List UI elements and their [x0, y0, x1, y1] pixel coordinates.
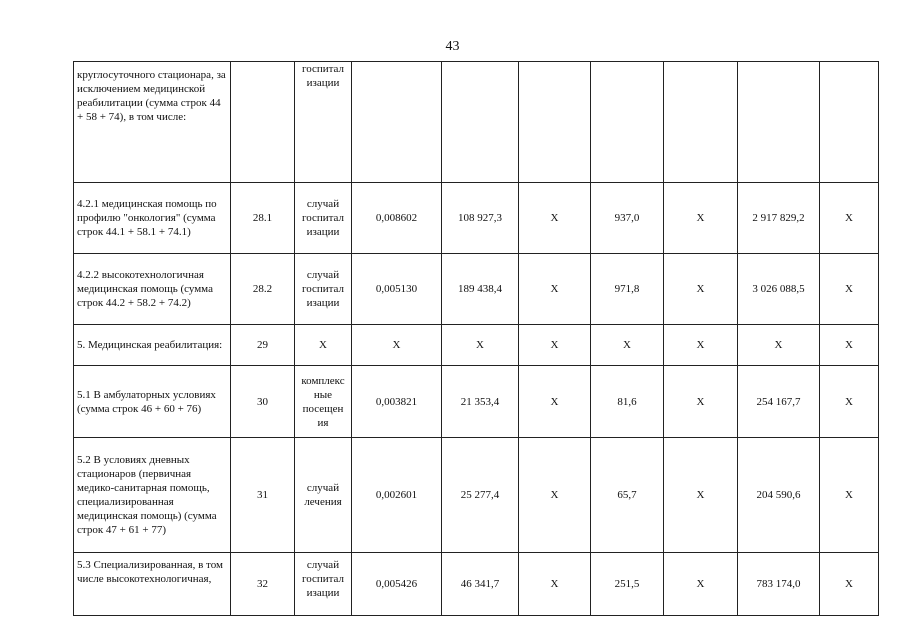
cell-value: Х	[820, 553, 879, 616]
cell-value: Х	[519, 553, 591, 616]
cell-value: Х	[738, 325, 820, 366]
cell-value	[442, 62, 519, 183]
table-row	[74, 254, 879, 325]
cell-value: Х	[664, 183, 738, 254]
data-table	[73, 61, 879, 616]
cell-value: Х	[442, 325, 519, 366]
row-number: 31	[231, 438, 295, 553]
cell-value: Х	[519, 325, 591, 366]
unit-of-measure: случай госпитал изации	[295, 553, 352, 616]
table-row	[74, 62, 879, 183]
table-row	[74, 366, 879, 438]
cell-value: 204 590,6	[738, 438, 820, 553]
row-description: круглосуточного стационара, за исключением медицинской реабилитации (сумма строк 44 + 58 + 74), в том числе:	[74, 62, 231, 183]
page-number: 43	[445, 39, 460, 54]
row-description: 4.2.1 медицинская помощь по профилю "онкология" (сумма строк 44.1 + 58.1 + 74.1)	[74, 183, 231, 254]
cell-value: 21 353,4	[442, 366, 519, 438]
unit-of-measure: госпитал изации	[295, 62, 352, 183]
cell-value: Х	[519, 183, 591, 254]
cell-value	[352, 62, 442, 183]
row-description: 5.3 Специализированная, в том числе высокотехнологичная,	[74, 553, 231, 616]
row-number: 30	[231, 366, 295, 438]
row-description: 4.2.2 высокотехнологичная медицинская помощь (сумма строк 44.2 + 58.2 + 74.2)	[74, 254, 231, 325]
cell-value	[738, 62, 820, 183]
table-row	[74, 325, 879, 366]
cell-value: 81,6	[591, 366, 664, 438]
table-row	[74, 553, 879, 616]
cell-value: 971,8	[591, 254, 664, 325]
row-number: 28.1	[231, 183, 295, 254]
cell-value: 2 917 829,2	[738, 183, 820, 254]
row-number: 32	[231, 553, 295, 616]
cell-value: 0,003821	[352, 366, 442, 438]
unit-of-measure: комплекс ные посещен ия	[295, 366, 352, 438]
cell-value: Х	[664, 366, 738, 438]
unit-of-measure: случай госпитал изации	[295, 254, 352, 325]
cell-value: Х	[664, 254, 738, 325]
cell-value: Х	[820, 325, 879, 366]
cell-value: 254 167,7	[738, 366, 820, 438]
row-description: 5. Медицинская реабилитация:	[74, 325, 231, 366]
cell-value: 251,5	[591, 553, 664, 616]
cell-value: Х	[664, 438, 738, 553]
cell-value: 189 438,4	[442, 254, 519, 325]
row-number: 28.2	[231, 254, 295, 325]
cell-value: 65,7	[591, 438, 664, 553]
cell-value	[820, 62, 879, 183]
cell-value: Х	[352, 325, 442, 366]
cell-value: 108 927,3	[442, 183, 519, 254]
cell-value: 937,0	[591, 183, 664, 254]
table-row	[74, 183, 879, 254]
unit-of-measure: случай госпитал изации	[295, 183, 352, 254]
cell-value	[591, 62, 664, 183]
cell-value: 25 277,4	[442, 438, 519, 553]
cell-value: 46 341,7	[442, 553, 519, 616]
cell-value	[664, 62, 738, 183]
cell-value: Х	[664, 325, 738, 366]
cell-value: Х	[664, 553, 738, 616]
cell-value: Х	[820, 438, 879, 553]
row-number	[231, 62, 295, 183]
cell-value: Х	[591, 325, 664, 366]
cell-value: Х	[519, 366, 591, 438]
table-row	[74, 438, 879, 553]
row-description: 5.1 В амбулаторных условиях (сумма строк 46 + 60 + 76)	[74, 366, 231, 438]
cell-value: 0,008602	[352, 183, 442, 254]
cell-value: 783 174,0	[738, 553, 820, 616]
cell-value: Х	[519, 254, 591, 325]
unit-of-measure: случай лечения	[295, 438, 352, 553]
cell-value: 0,005426	[352, 553, 442, 616]
cell-value: 0,002601	[352, 438, 442, 553]
cell-value: Х	[820, 183, 879, 254]
cell-value	[519, 62, 591, 183]
cell-value: Х	[519, 438, 591, 553]
cell-value: Х	[820, 254, 879, 325]
cell-value: 3 026 088,5	[738, 254, 820, 325]
unit-of-measure: Х	[295, 325, 352, 366]
cell-value: Х	[820, 366, 879, 438]
row-description: 5.2 В условиях дневных стационаров (первичная медико-санитарная помощь, специализированная медицинская помощь) (сумма строк 47 + 61 + 77)	[74, 438, 231, 553]
row-number: 29	[231, 325, 295, 366]
cell-value: 0,005130	[352, 254, 442, 325]
